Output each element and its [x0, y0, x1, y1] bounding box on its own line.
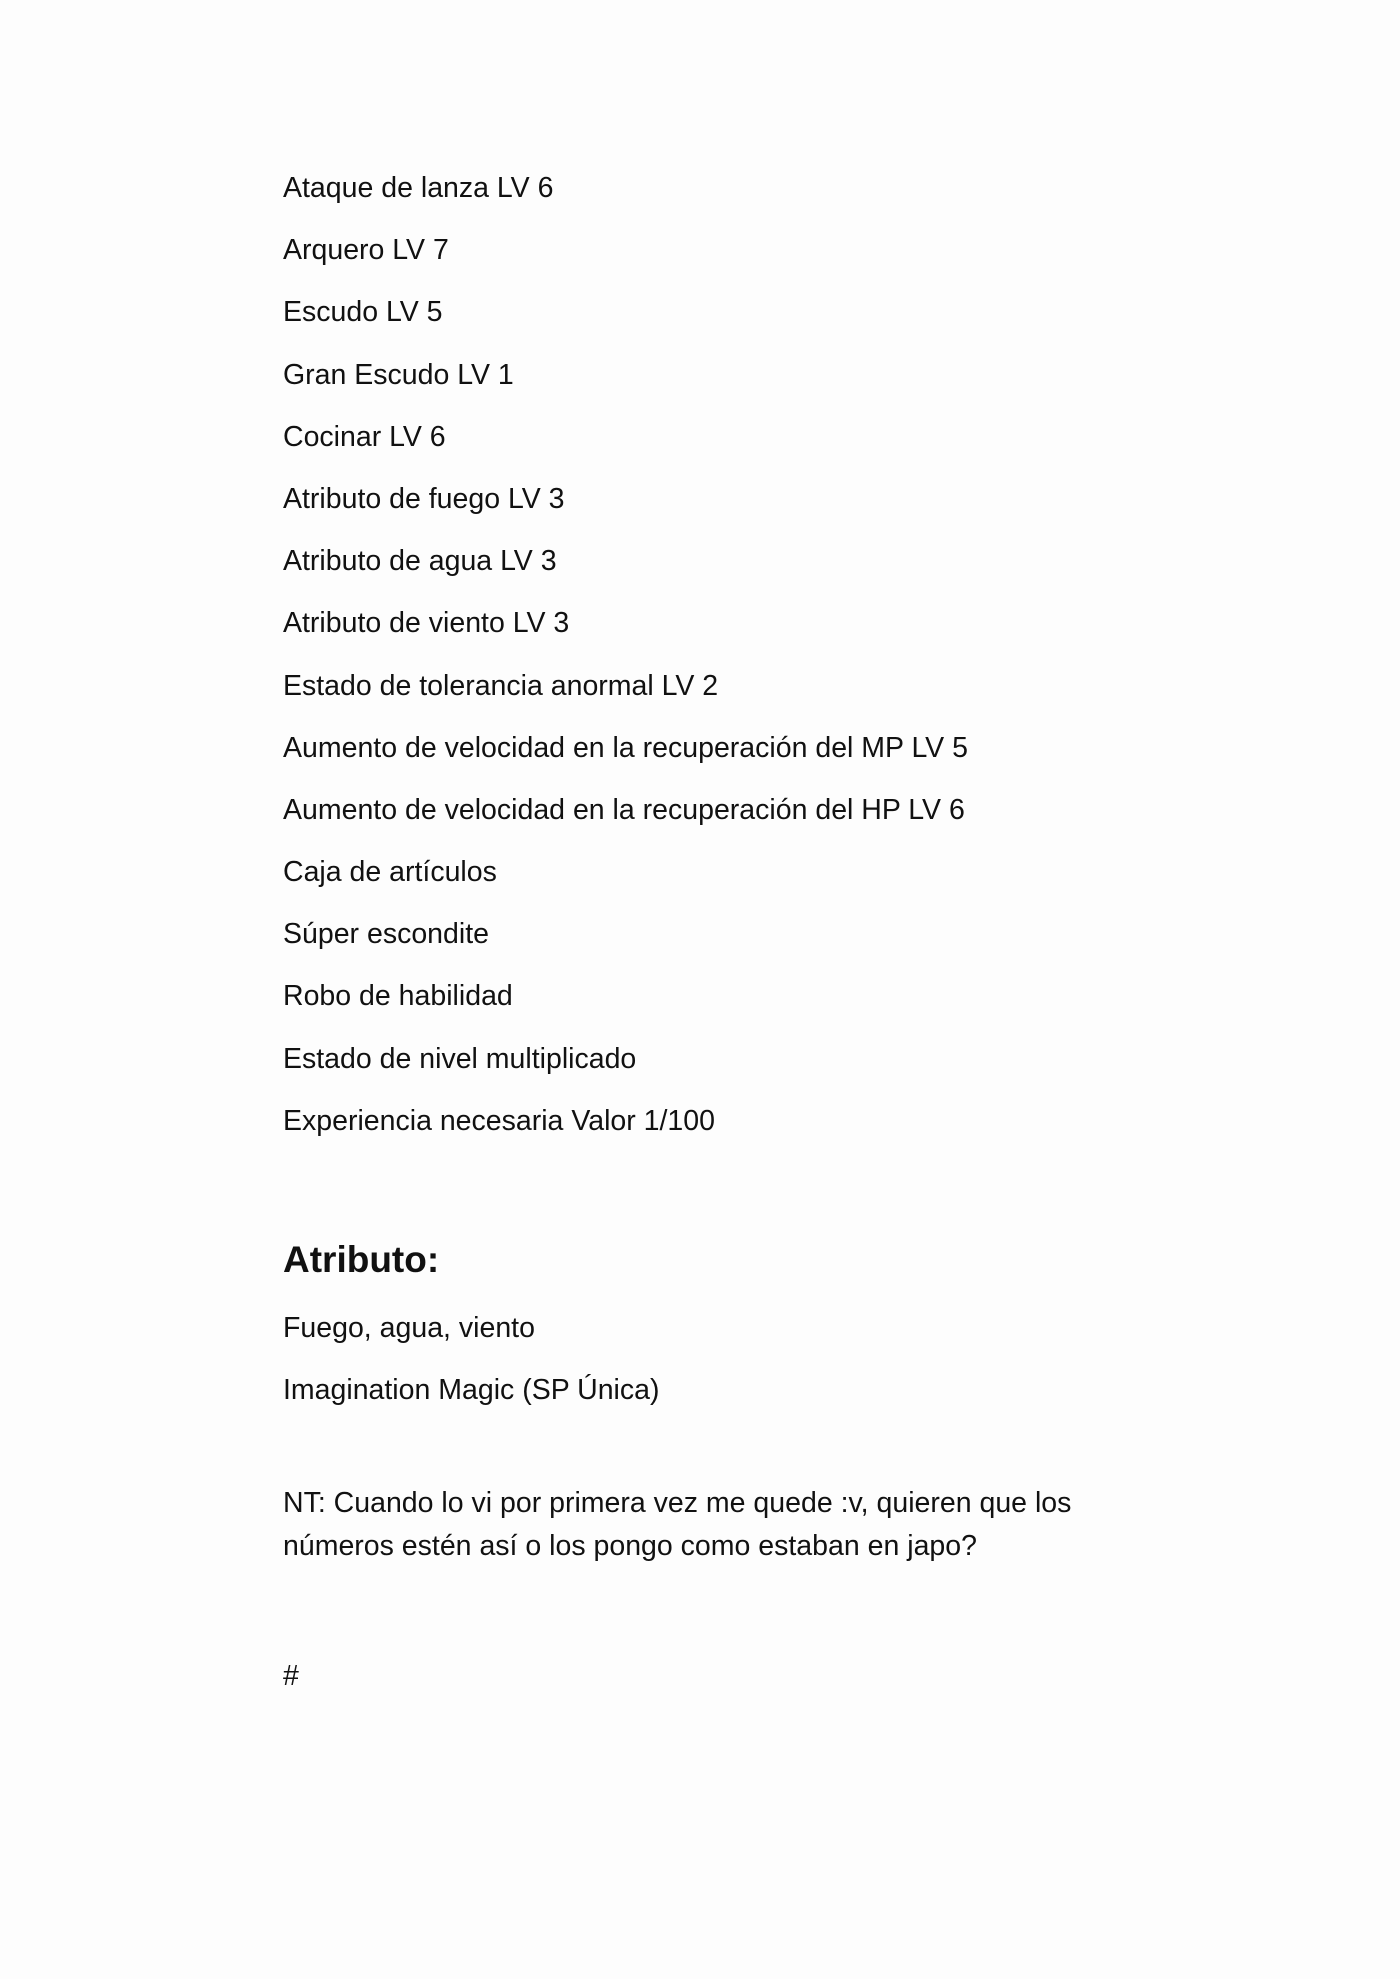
translator-note: NT: Cuando lo vi por primera vez me quede :v, quieren que los números estén así o los pongo como estaban en japo? [283, 1487, 1072, 1562]
attribute-item: Imagination Magic (SP Única) [283, 1374, 660, 1407]
skill-item: Súper escondite [283, 918, 489, 951]
skill-item: Cocinar LV 6 [283, 420, 446, 453]
skill-item: Arquero LV 7 [283, 234, 449, 267]
skill-item: Ataque de lanza LV 6 [283, 172, 554, 204]
skill-item: Estado de nivel multiplicado [283, 1042, 637, 1075]
attribute-item: Fuego, agua, viento [283, 1312, 535, 1344]
skill-list [283, 160, 1183, 1155]
skill-item: Gran Escudo LV 1 [283, 358, 514, 391]
skill-item: Aumento de velocidad en la recuperación del MP LV 5 [283, 731, 968, 764]
skill-item: Estado de tolerancia anormal LV 2 [283, 669, 719, 702]
attributes-heading: Atributo: [283, 1239, 440, 1280]
skill-item: Atributo de viento LV 3 [283, 607, 570, 640]
attribute-list [283, 1300, 659, 1424]
skill-item: Robo de habilidad [283, 980, 513, 1013]
skill-item: Atributo de fuego LV 3 [283, 482, 565, 515]
skill-item: Aumento de velocidad en la recuperación del HP LV 6 [283, 793, 965, 826]
section-end-marker: # [283, 1660, 299, 1692]
skill-item: Experiencia necesaria Valor 1/100 [283, 1104, 715, 1137]
document-content [283, 160, 1183, 1692]
skill-item: Escudo LV 5 [283, 296, 443, 329]
skill-item: Caja de artículos [283, 856, 497, 889]
skill-item: Atributo de agua LV 3 [283, 545, 557, 578]
